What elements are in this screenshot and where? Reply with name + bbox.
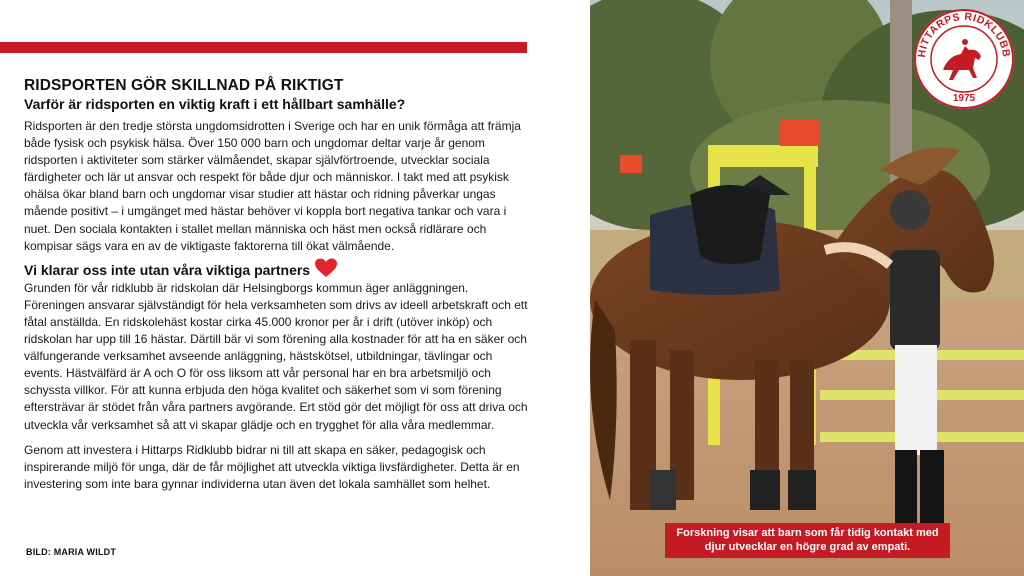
- top-accent-bar: [0, 42, 527, 53]
- article: [24, 76, 528, 493]
- headline: RIDSPORTEN GÖR SKILLNAD PÅ RIKTIGT: [24, 77, 344, 94]
- club-logo: [913, 8, 1015, 110]
- photo-caption: Forskning visar att barn som får tidig kontakt med djur utvecklar en högre grad av empati.: [665, 523, 950, 558]
- partners-heading: [24, 260, 528, 280]
- logo-year: 1975: [952, 93, 976, 104]
- subheadline: Varför är ridsporten en viktig kraft i ett hållbart samhälle?: [24, 96, 406, 112]
- investment-paragraph: Genom att investera i Hittarps Ridklubb bidrar ni till att skapa en säker, pedagogisk och inspirerande miljö för unga, där de får möjlighet att utveckla viktiga livsfärdigheter. Detta är en investering som inte bara gynnar individerna utan även det lokala samhället som helhet.: [24, 442, 520, 491]
- heart-icon: [314, 258, 338, 278]
- partners-heading-text: Vi klarar oss inte utan våra viktiga partners: [24, 261, 311, 278]
- intro-paragraph: Ridsporten är den tredje största ungdomsidrotten i Sverige och har en unik förmåga att främja både fysisk och psykisk hälsa. Över 150 000 barn och ungdomar deltar varje år genom ridsporten i aktiviteter som stärker välmåendet, skapar självförtroende, utvecklar sociala färdigheter och lär ut ansvar och respekt för både djur och människor. I takt med att psykisk ohälsa ökar bland barn och ungdomar visar studier att hästar och ridning påverkar ungas mående positivt – i umgänget med hästar behöver vi koppla bort negativa tankar och vara i nuet. Den sociala kontakten i stallet mellan människa och häst men också ridlärare och kompisar sägs vara en av de viktigaste faktorerna till ökat välmående.: [24, 119, 521, 253]
- photo-credit: BILD: MARIA WILDT: [26, 547, 117, 557]
- partners-paragraph: Grunden för vår ridklubb är ridskolan där Helsingborgs kommun äger anläggningen. Föreningen ansvarar självständigt för hela verksamheten som drivs av ideell arbetskraft och ett fåtal anställda. En ridskolehäst kostar cirka 45.000 kronor per år i drift (utöver inköp) och ridskolan har upp till 16 hästar. Därtill bär vi som förening alla kostnader för att ha en säker och välfungerande verksamhet avseende anläggning, hästskötsel, utbildningar, tävlingar och events. Hästvälfärd är A och O för oss liksom att vår personal har en bra arbetsmiljö och schyssta villkor. För att kunna erbjuda den höga kvalitet och säkerhet som vi som förening eftersträvar är stödet från våra partners avgörande. Ert stöd gör det möjligt för oss att driva och utveckla vår verksamhet så att vi skapar glädje och en trygghet för alla våra medlemmar.: [24, 280, 528, 432]
- logo-name: HITTARPS RIDKLUBB: [915, 10, 1013, 59]
